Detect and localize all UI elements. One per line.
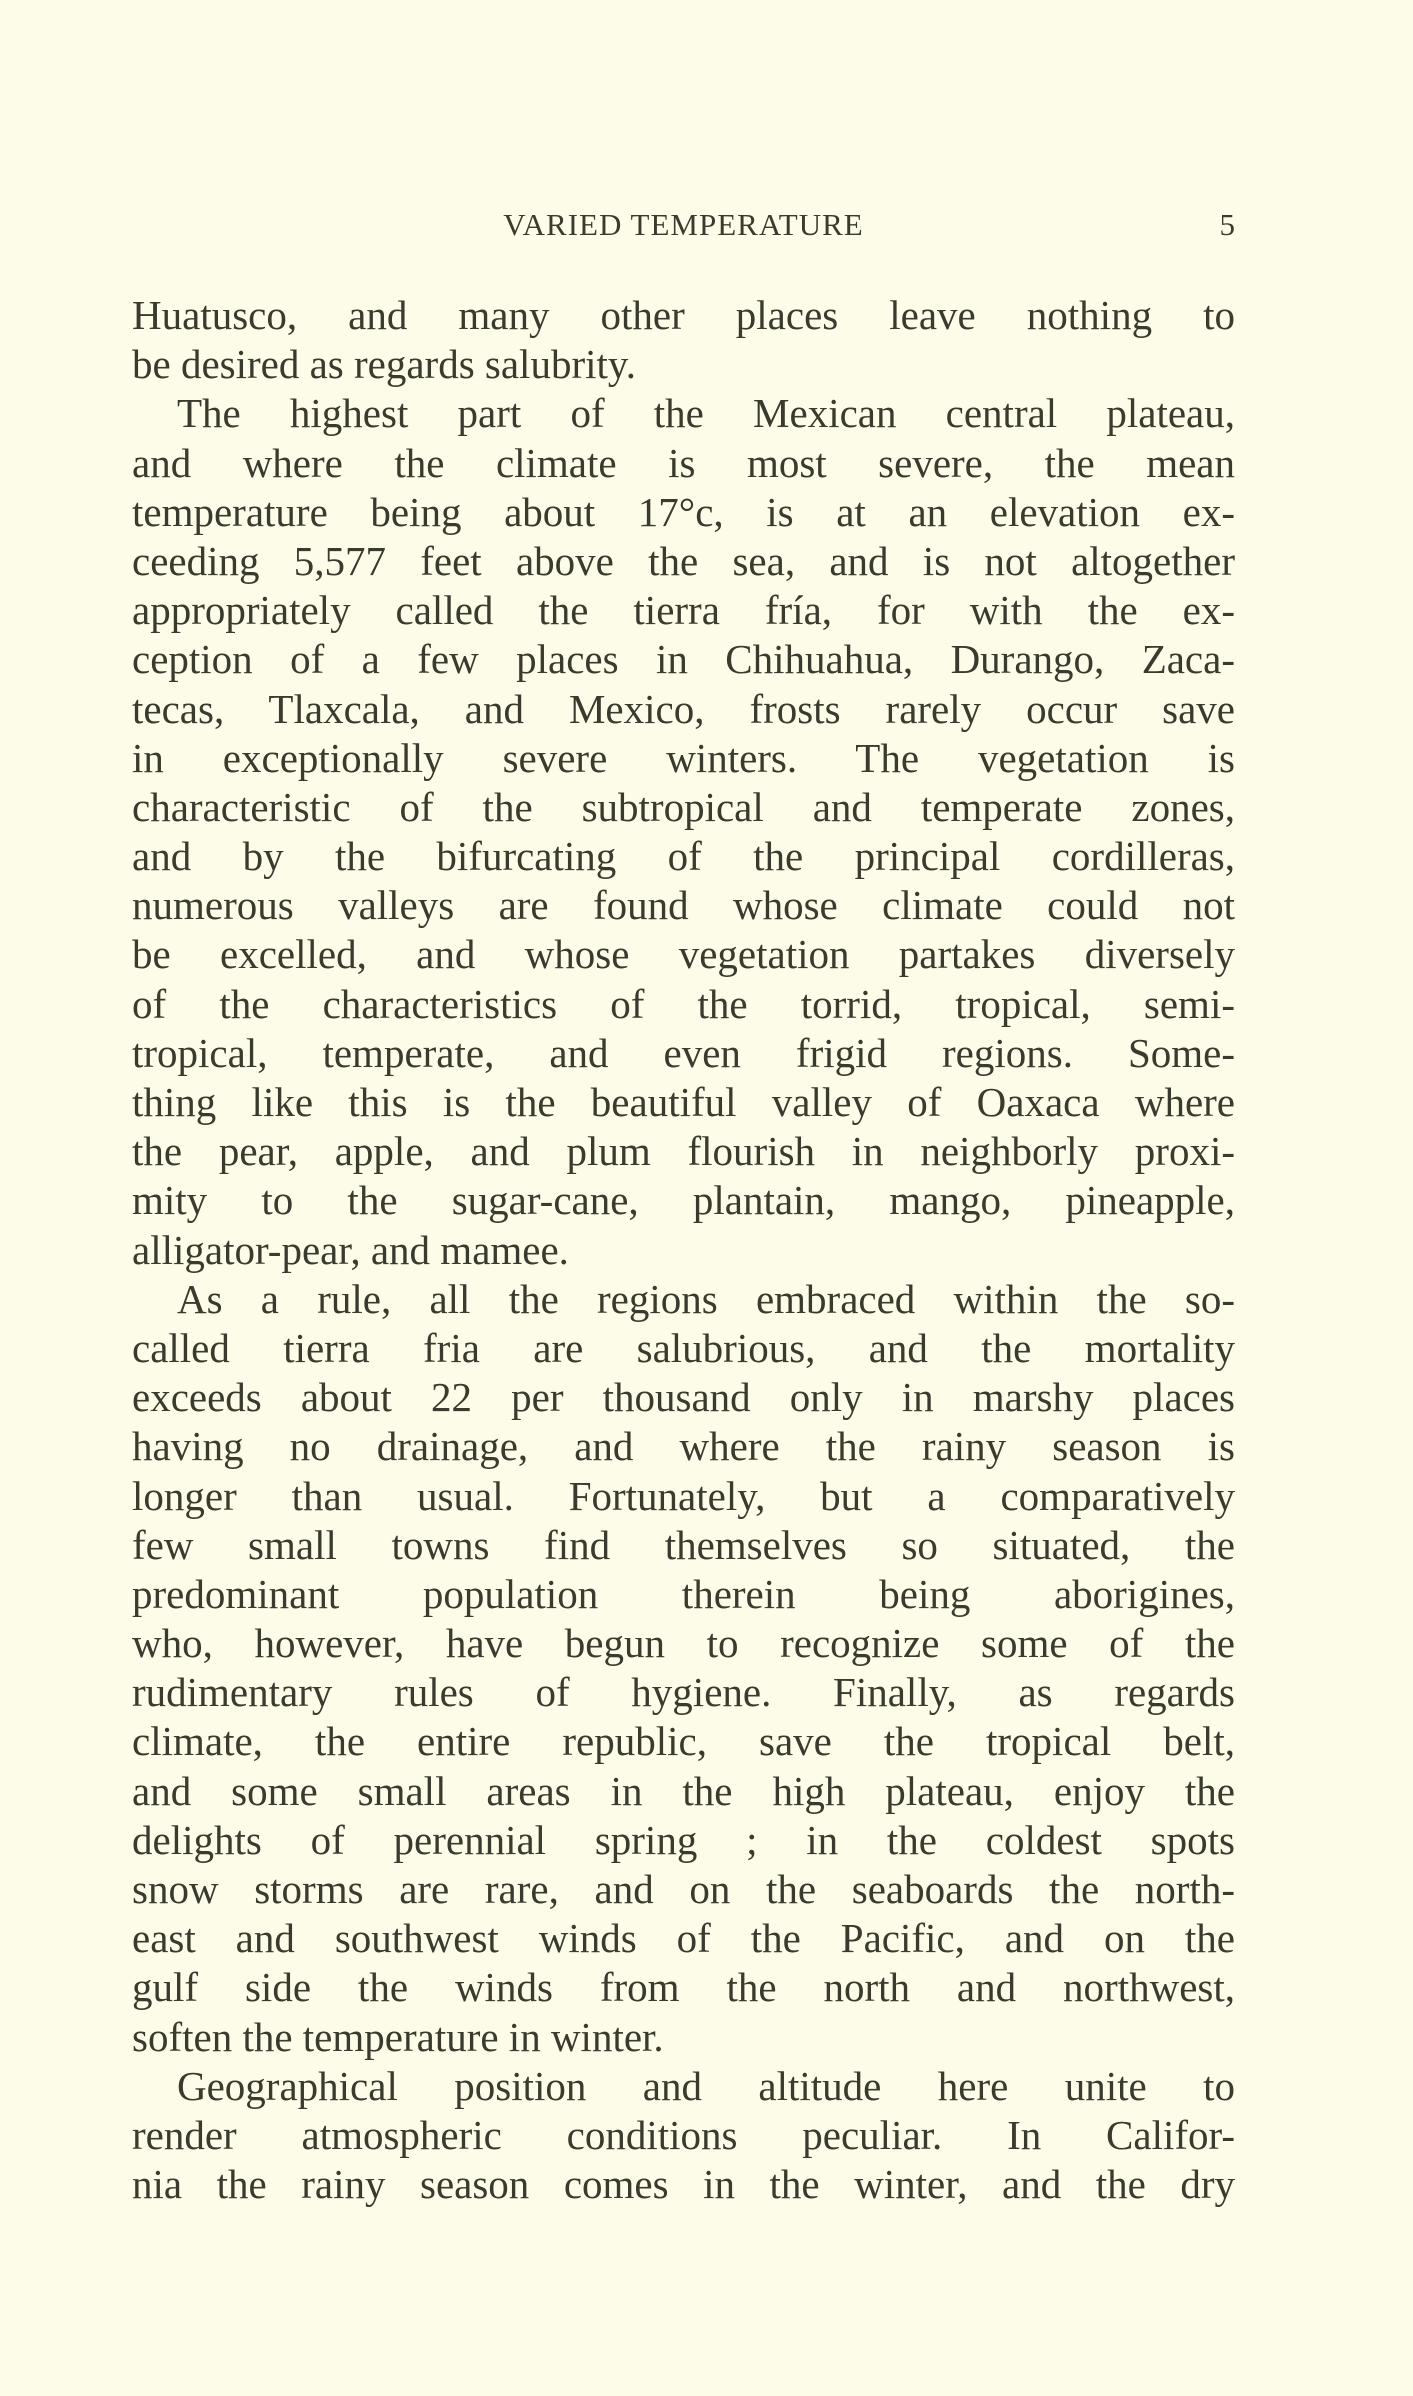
- text-line: of the characteristics of the torrid, tropical, semi-: [132, 980, 1235, 1027]
- text-line: be excelled, and whose vegetation partakes diversely: [132, 931, 1235, 978]
- text-line: tropical, temperate, and even frigid regions. Some-: [132, 1029, 1235, 1076]
- text-line: who, however, have begun to recognize some of the: [132, 1620, 1235, 1667]
- text-line: predominant population therein being aborigines,: [132, 1570, 1235, 1617]
- paragraph: [132, 291, 1235, 389]
- text-line: ception of a few places in Chihuahua, Durango, Zaca-: [132, 636, 1235, 683]
- text-line: soften the temperature in winter.: [132, 2013, 664, 2060]
- text-line: ceeding 5,577 feet above the sea, and is not altogether: [132, 537, 1235, 584]
- text-line: temperature being about 17°c, is at an elevation ex-: [132, 488, 1235, 535]
- running-head: [132, 203, 1235, 247]
- text-line: rudimentary rules of hygiene. Finally, as regards: [132, 1669, 1235, 1716]
- text-line: be desired as regards salubrity.: [132, 341, 636, 388]
- text-line: longer than usual. Fortunately, but a comparatively: [132, 1472, 1235, 1519]
- text-line: tecas, Tlaxcala, and Mexico, frosts rarely occur save: [132, 685, 1235, 732]
- text-line: exceeds about 22 per thousand only in marshy places: [132, 1374, 1235, 1421]
- text-line: mity to the sugar-cane, plantain, mango, pineapple,: [132, 1177, 1235, 1224]
- paragraph: [132, 1275, 1235, 2062]
- text-line: As a rule, all the regions embraced within the so-: [177, 1275, 1235, 1322]
- text-line: gulf side the winds from the north and northwest,: [132, 1964, 1235, 2011]
- text-line: few small towns find themselves so situated, the: [132, 1521, 1235, 1568]
- text-line: characteristic of the subtropical and temperate zones,: [132, 783, 1235, 830]
- text-line: and where the climate is most severe, the mean: [132, 439, 1235, 486]
- text-line: and by the bifurcating of the principal cordilleras,: [132, 833, 1235, 880]
- text-line: climate, the entire republic, save the tropical belt,: [132, 1718, 1235, 1765]
- text-line: render atmospheric conditions peculiar. In Califor-: [132, 2111, 1235, 2158]
- text-line: having no drainage, and where the rainy season is: [132, 1423, 1235, 1470]
- text-line: appropriately called the tierra fría, for with the ex-: [132, 587, 1235, 634]
- text-line: alligator-pear, and mamee.: [132, 1226, 569, 1273]
- running-title: VARIED TEMPERATURE: [503, 207, 864, 242]
- text-line: numerous valleys are found whose climate could not: [132, 882, 1235, 929]
- paragraph: [132, 2062, 1235, 2210]
- page-number: 5: [1219, 207, 1235, 242]
- text-line: called tierra fria are salubrious, and the mortality: [132, 1324, 1235, 1371]
- text-line: the pear, apple, and plum flourish in neighborly proxi-: [132, 1128, 1235, 1175]
- text-line: snow storms are rare, and on the seaboards the north-: [132, 1866, 1235, 1912]
- text-line: Huatusco, and many other places leave nothing to: [132, 292, 1235, 338]
- text-line: east and southwest winds of the Pacific, and on the: [132, 1915, 1235, 1962]
- text-line: nia the rainy season comes in the winter, and the dry: [132, 2161, 1235, 2208]
- text-line: and some small areas in the high plateau, enjoy the: [132, 1767, 1235, 1814]
- text-line: thing like this is the beautiful valley of Oaxaca where: [132, 1079, 1235, 1125]
- text-line: The highest part of the Mexican central plateau,: [177, 390, 1235, 437]
- text-line: Geographical position and altitude here unite to: [177, 2062, 1235, 2109]
- body-text: [132, 291, 1235, 2209]
- paragraph: [132, 389, 1235, 1274]
- text-line: delights of perennial spring ; in the coldest spots: [132, 1816, 1235, 1863]
- text-line: in exceptionally severe winters. The vegetation is: [132, 734, 1235, 781]
